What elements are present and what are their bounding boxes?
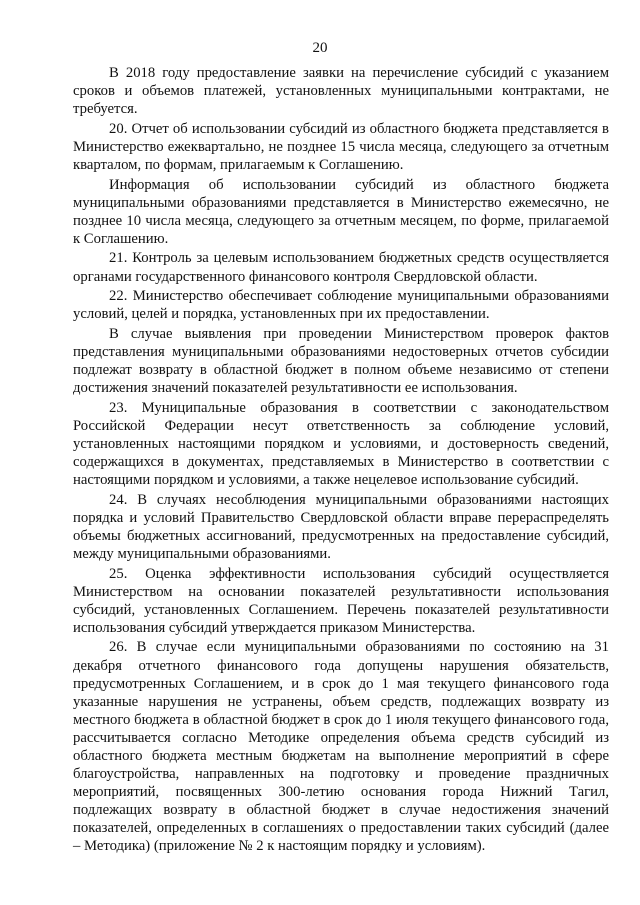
paragraph-monthly-information: Информация об использовании субсидий из областного бюджета муниципальными образованиями представляется в Министерство ежемесячно, не позднее 10 числа месяца, следующего за отчетным месяцем, по форме, прилагаемой к Соглашению.	[73, 176, 609, 247]
page-number: 20	[312, 40, 328, 56]
paragraph-23-responsibility: 23. Муниципальные образования в соответствии с законодательством Российской Федерации несут ответственность за соблюдение условий, установленных настоящими порядком и условиями, и достоверность сведений, содержащихся в документах, представляемых в Министерство в соответствии с настоящими порядком и условиями, а также нецелевое использование субсидий.	[73, 399, 609, 489]
paragraph-20-report: 20. Отчет об использовании субсидий из областного бюджета представляется в Министерство ежеквартально, не позднее 15 числа месяца, следующего за отчетным кварталом, по формам, прилагаемым к Соглашению.	[73, 120, 609, 173]
paragraph-2018-application: В 2018 году предоставление заявки на перечисление субсидий с указанием сроков и объемов платежей, установленных муниципальными контрактами, не требуется.	[73, 65, 609, 118]
paragraph-inspection-refund: В случае выявления при проведении Министерством проверок фактов представления муниципальными образованиями недостоверных отчетов субсидии подлежат возврату в областной бюджет в полном объеме независимо от степени достижения значений показателей результативности ее использования.	[73, 325, 609, 397]
paragraph-26-violations: 26. В случае если муниципальными образованиями по состоянию на 31 декабря отчетного финансового года допущены нарушения обязательств, предусмотренных Соглашением, и в срок до 1 мая текущего финансового года указанные нарушения не устранены, объем средств, подлежащих возврату из местного бюджета в областной бюджет в срок до 1 июля текущего финансового года, рассчитывается согласно Методике определения объема средств субсидий из областного бюджета местным бюджетам на выполнение мероприятий в сфере благоустройства, направленных на подготовку и проведение праздничных мероприятий, посвященных 300-летию основания города Нижний Тагил, подлежащих возврату в областной бюджет в случае недостижения значений показателей, определенных в соглашениях о предоставлении таких субсидий (далее – Методика) (приложение № 2 к настоящим порядку и условиям).	[73, 639, 609, 855]
paragraph-22-ministry: 22. Министерство обеспечивает соблюдение муниципальными образованиями условий, целей и порядка, установленных при их предоставлении.	[73, 288, 609, 323]
document-body	[73, 64, 609, 857]
paragraph-24-redistribution: 24. В случаях несоблюдения муниципальными образованиями настоящих порядка и условий Правительство Свердловской области вправе перераспределять объемы бюджетных ассигнований, предусмотренных на предоставление субсидий, между муниципальными образованиями.	[73, 491, 609, 562]
paragraph-25-efficiency: 25. Оценка эффективности использования субсидий осуществляется Министерством на основании показателей результативности использования субсидий, установленных Соглашением. Перечень показателей результативности использования субсидий утверждается приказом Министерства.	[73, 565, 609, 636]
paragraph-21-control: 21. Контроль за целевым использованием бюджетных средств осуществляется органами государственного финансового контроля Свердловской области.	[73, 250, 609, 285]
